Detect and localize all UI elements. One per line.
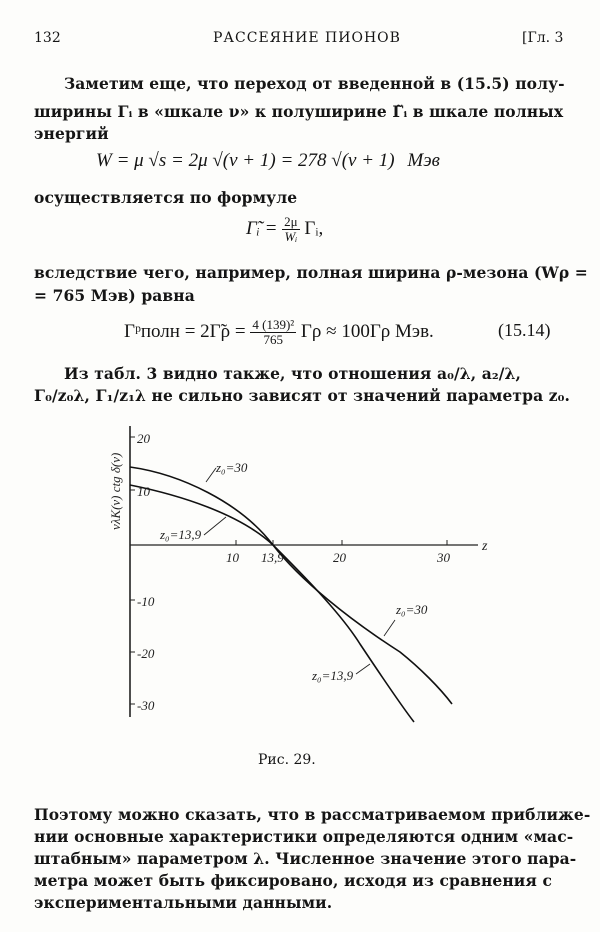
conclusion-line-2: нии основные характеристики определяются одним «мас- — [34, 827, 574, 846]
tab-line-1: Из табл. 3 видно также, что отношения a₀/λ, a₂/λ, — [64, 364, 521, 383]
formula-rho-num: 4 (139)² — [252, 317, 295, 332]
formula-w — [96, 150, 440, 172]
intro-line-1: Заметим еще, что переход от введенной в (15.5) полу- — [64, 74, 565, 93]
formula-rho-rhs: Γρ ≈ 100Γρ Мэв. — [300, 320, 434, 342]
y-axis-label: νλK(ν) ctg δ(ν) — [108, 452, 123, 530]
intro-line-2: ширины Γᵢ в «шкале ν» к полуширине Γ̃ᵢ в шкале полных — [34, 102, 564, 121]
formula-rho-lhs: Γᵖполн = 2Γ̃ρ = — [124, 320, 246, 342]
conclusion-line-1: Поэтому можно сказать, что в рассматриваемом приближе- — [34, 805, 591, 824]
conclusion-line-5: экспериментальными данными. — [34, 893, 333, 912]
curve-z0-30 — [130, 467, 452, 704]
figure-29 — [0, 412, 600, 742]
equation-number: (15.14) — [498, 320, 551, 340]
rho-line-1: вследствие чего, например, полная ширина ρ-мезона (Wρ = — [34, 263, 588, 282]
y-tick-label-m10: -10 — [137, 594, 155, 609]
chapter-ref: [Гл. 3 — [522, 30, 564, 46]
x-tick-label-20: 20 — [333, 550, 346, 565]
formula-gamma-lhs: Γ̃ᵢ = — [246, 217, 278, 239]
curve-label-lower-139: z₀=13,9 — [312, 668, 354, 683]
leader-lower-139 — [356, 664, 370, 674]
formula-rho-den: 765 — [263, 332, 284, 347]
x-tick-label-10: 10 — [226, 550, 239, 565]
formula-w-unit: Мэв — [407, 150, 440, 171]
figure-caption: Рис. 29. — [258, 752, 316, 768]
formula-gamma-fraction — [282, 215, 299, 244]
running-title: РАССЕЯНИЕ ПИОНОВ — [213, 30, 401, 46]
y-tick-label-10: 10 — [137, 484, 150, 499]
x-axis-label: z — [482, 539, 488, 554]
intro-line-3: энергий — [34, 124, 109, 143]
x-tick-label-139: 13,9 — [261, 550, 284, 565]
text-formula: осуществляется по формуле — [34, 188, 298, 207]
formula-w-text: W = μ √s = 2μ √(ν + 1) = 278 √(ν + 1) — [96, 150, 395, 171]
y-tick-label-20: 20 — [137, 431, 150, 446]
curve-z0-13-9 — [130, 485, 414, 722]
formula-gamma-rhs: Γᵢ, — [304, 217, 324, 239]
y-tick-label-m20: -20 — [137, 646, 155, 661]
curve-label-lower-30: z₀=30 — [396, 602, 428, 617]
formula-rho-fraction — [250, 318, 296, 347]
leader-upper-30 — [206, 468, 216, 482]
formula-rho — [124, 318, 434, 347]
conclusion-line-3: штабным» параметром λ. Численное значение этого пара- — [34, 849, 577, 868]
curve-label-upper-139: z₀=13,9 — [160, 527, 202, 542]
tab-line-2: Γ₀/z₀λ, Γ₁/z₁λ не сильно зависят от значений параметра z₀. — [34, 386, 570, 405]
leader-lower-30 — [384, 620, 395, 636]
leader-upper-139 — [204, 517, 226, 535]
x-tick-label-30: 30 — [437, 550, 450, 565]
formula-gamma-num: 2μ — [284, 214, 298, 229]
formula-gamma-den: Wᵢ — [284, 229, 298, 244]
page-number: 132 — [34, 30, 61, 46]
formula-gamma — [246, 215, 323, 244]
conclusion-line-4: метра может быть фиксировано, исходя из сравнения с — [34, 871, 552, 890]
curve-label-upper-30: z₀=30 — [216, 460, 248, 475]
y-tick-label-m30: -30 — [137, 698, 155, 713]
rho-line-2: = 765 Мэв) равна — [34, 286, 195, 305]
